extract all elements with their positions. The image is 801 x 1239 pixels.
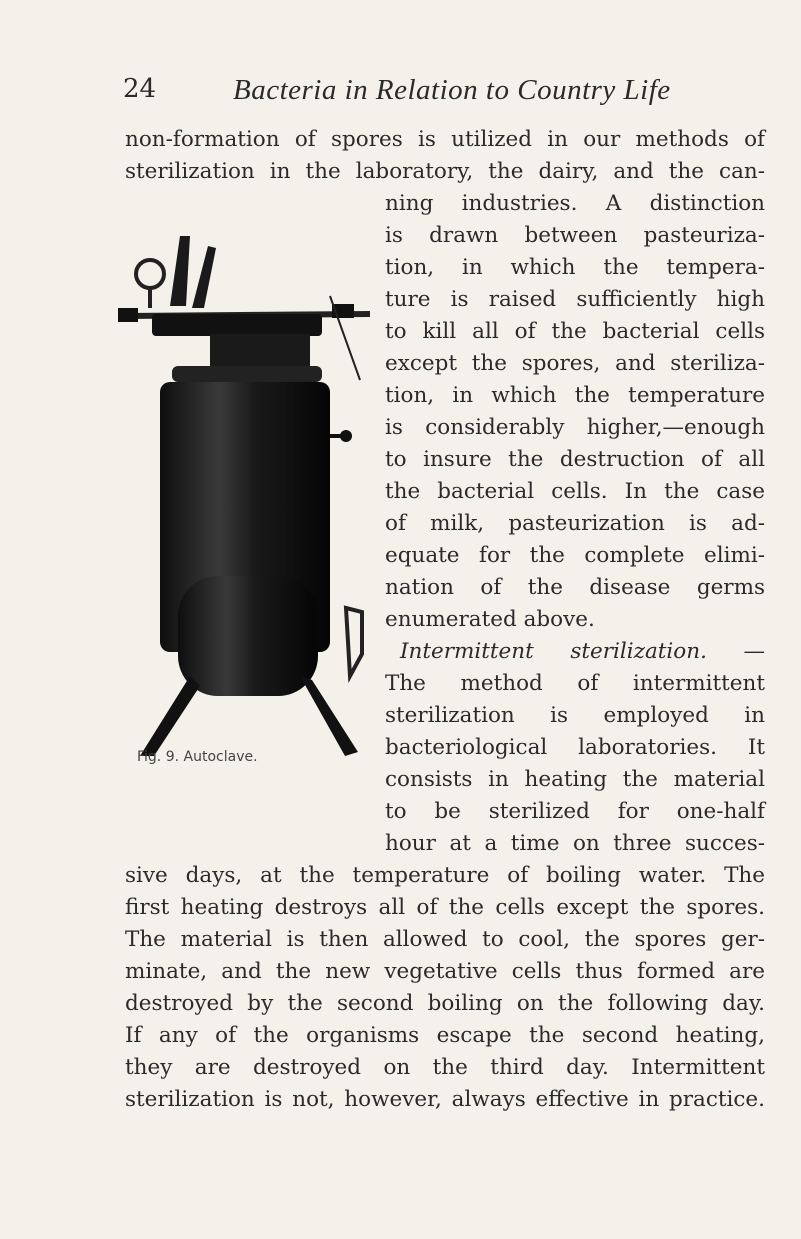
- body-line: is drawn between pasteuriza-: [385, 223, 765, 248]
- body-line: enumerated above.: [385, 607, 595, 632]
- body-line: destroyed by the second boiling on the following day.: [125, 991, 765, 1016]
- body-line: consists in heating the material: [385, 767, 765, 792]
- body-line: of milk, pasteurization is ad-: [385, 511, 765, 536]
- autoclave-icon: [100, 196, 370, 758]
- body-line: The material is then allowed to cool, the spores ger-: [125, 927, 765, 952]
- section-heading: Intermittent sterilization. —: [400, 639, 765, 664]
- body-line: first heating destroys all of the cells except the spores.: [125, 895, 765, 920]
- body-line: except the spores, and steriliza-: [385, 351, 765, 376]
- body-line: they are destroyed on the third day. Intermittent: [125, 1055, 765, 1080]
- body-line: non-formation of spores is utilized in our methods of: [125, 127, 765, 152]
- body-line: tion, in which the temperature: [385, 383, 765, 408]
- body-line: minate, and the new vegetative cells thus formed are: [125, 959, 765, 984]
- body-line: sterilization is not, however, always effective in practice.: [125, 1087, 765, 1112]
- body-line: equate for the complete elimi-: [385, 543, 765, 568]
- figure-caption: Fig. 9. Autoclave.: [137, 749, 258, 765]
- autoclave-illustration: [100, 196, 370, 758]
- body-line: ning industries. A distinction: [385, 191, 765, 216]
- body-line: sterilization is employed in: [385, 703, 765, 728]
- body-line: hour at a time on three succes-: [385, 831, 765, 856]
- body-line: to be sterilized for one-half: [385, 799, 765, 824]
- running-title: Bacteria in Relation to Country Life: [233, 74, 671, 106]
- page-number: 24: [123, 74, 157, 104]
- body-line: sterilization in the laboratory, the dairy, and the can-: [125, 159, 765, 184]
- body-line: bacteriological laboratories. It: [385, 735, 765, 760]
- body-line: to kill all of the bacterial cells: [385, 319, 765, 344]
- body-line: If any of the organisms escape the second heating,: [125, 1023, 765, 1048]
- body-line: nation of the disease germs: [385, 575, 765, 600]
- body-line: ture is raised sufficiently high: [385, 287, 765, 312]
- body-line: to insure the destruction of all: [385, 447, 765, 472]
- page-header: [0, 72, 801, 112]
- body-line: The method of intermittent: [385, 671, 765, 696]
- body-line: the bacterial cells. In the case: [385, 479, 765, 504]
- body-line: sive days, at the temperature of boiling water. The: [125, 863, 765, 888]
- body-line: tion, in which the tempera-: [385, 255, 765, 280]
- body-line: is considerably higher,—enough: [385, 415, 765, 440]
